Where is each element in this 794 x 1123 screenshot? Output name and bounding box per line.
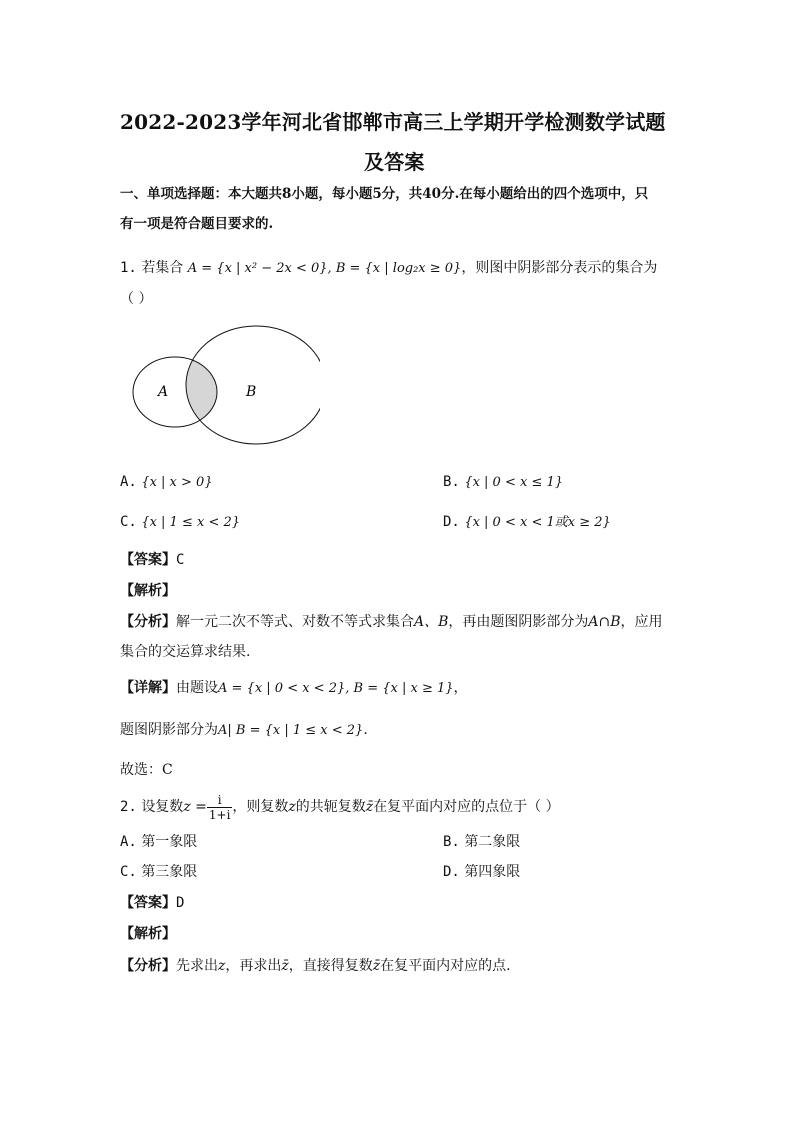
- z-conjugate-2: z̄: [372, 958, 381, 974]
- fenxi-text: 先求出: [176, 958, 218, 974]
- question-mid: ，则复数: [232, 799, 289, 815]
- option-text: 第二象限: [464, 834, 521, 850]
- option-text: {x | 1 ≤ x < 2}: [141, 515, 241, 530]
- q1-fenxi: [120, 612, 663, 632]
- q2-fenxi: [120, 956, 511, 976]
- option-key: A.: [120, 474, 137, 490]
- section-heading-line1: 一、单项选择题：本大题共8小题，每小题5分，共40分.在每小题给出的四个选项中，只: [120, 186, 649, 202]
- set-b-label: B: [246, 384, 257, 400]
- q1-option-b[interactable]: [443, 472, 563, 493]
- q2-option-c[interactable]: [120, 862, 197, 882]
- shadow-text: 题图阴影部分为: [120, 722, 218, 738]
- question-tail: ，则图中阴影部分表示的集合为: [461, 260, 658, 276]
- xiangjie-text-2: ，: [453, 680, 468, 696]
- option-text: {x | 0 < x ≤ 1}: [464, 475, 564, 490]
- fraction-denominator: 1+i: [208, 807, 231, 822]
- answer-label: 【答案】: [120, 552, 176, 568]
- fenxi-text-2: ，再求出: [225, 958, 282, 974]
- answer-value: C: [176, 552, 185, 568]
- question-number: 1.: [120, 260, 137, 276]
- answer-paren: （ ）: [120, 291, 153, 307]
- q1-option-c[interactable]: [120, 512, 240, 533]
- option-text: 第一象限: [141, 834, 198, 850]
- set-a-label: A: [158, 384, 169, 400]
- q2-answer: [120, 893, 184, 913]
- option-text: {x | 0 < x < 1或x ≥ 2}: [464, 515, 611, 530]
- option-key: B.: [443, 474, 460, 490]
- fraction: [207, 793, 233, 822]
- q1-analysis-label: 【解析】: [120, 583, 176, 599]
- z-equals: z =: [183, 799, 207, 815]
- fenxi-sets: A、B: [414, 614, 449, 630]
- xiangjie-expr: A = {x | 0 < x < 2}, B = {x | x ≥ 1}: [218, 681, 454, 696]
- fenxi-label: 【分析】: [120, 958, 176, 974]
- q2-option-d[interactable]: [443, 862, 520, 882]
- q1-fenxi-line2: 集合的交运算求结果.: [120, 644, 251, 660]
- fenxi-label: 【分析】: [120, 614, 176, 630]
- question-2-stem: [120, 790, 560, 824]
- q2-analysis-label: 【解析】: [120, 926, 176, 942]
- option-text: {x | x > 0}: [141, 475, 213, 490]
- fenxi-text-3: ，应用: [620, 614, 663, 630]
- venn-diagram: [130, 322, 320, 446]
- option-key: A.: [120, 834, 137, 850]
- option-key: B.: [443, 834, 460, 850]
- shadow-text-2: .: [363, 722, 368, 738]
- question-1-stem: [120, 258, 657, 279]
- z-symbol: z: [288, 799, 296, 815]
- fraction-numerator: i: [207, 793, 233, 808]
- fenxi-text: 解一元二次不等式、对数不等式求集合: [176, 614, 414, 630]
- option-text: 第四象限: [464, 864, 521, 880]
- z-symbol: z: [218, 958, 226, 974]
- question-mid-2: 的共轭复数: [295, 799, 366, 815]
- q1-answer: [120, 550, 184, 570]
- xiangjie-text: 由题设: [176, 680, 218, 696]
- answer-label: 【答案】: [120, 895, 176, 911]
- question-number: 2.: [120, 799, 137, 815]
- z-conjugate: z̄: [365, 799, 374, 815]
- shadow-expr: A| B = {x | 1 ≤ x < 2}: [218, 723, 364, 738]
- fenxi-text-4: 在复平面内对应的点.: [380, 958, 511, 974]
- q1-xiangjie: [120, 678, 468, 699]
- q2-option-b[interactable]: [443, 832, 520, 852]
- option-text: 第三象限: [141, 864, 198, 880]
- fenxi-text-3: ，直接得复数: [288, 958, 373, 974]
- document-title-line1: 2022-2023学年河北省邯郸市高三上学期开学检测数学试题: [120, 110, 666, 134]
- q1-choose: 故选：C: [120, 762, 173, 778]
- xiangjie-label: 【详解】: [120, 680, 176, 696]
- option-key: D.: [443, 514, 460, 530]
- q1-option-a[interactable]: [120, 472, 213, 493]
- question-tail: 在复平面内对应的点位于（ ）: [373, 799, 560, 815]
- question-lead: 若集合: [141, 260, 184, 276]
- option-key: C.: [120, 514, 137, 530]
- q1-shadow-result: [120, 720, 368, 741]
- section-heading-line2: 有一项是符合题目要求的.: [120, 216, 274, 232]
- math-set-definition: A = {x | x² − 2x < 0}, B = {x | log₂x ≥ 0}: [187, 261, 462, 276]
- q2-option-a[interactable]: [120, 832, 197, 852]
- answer-value: D: [176, 895, 185, 911]
- fenxi-text-2: ，再由题图阴影部分为: [448, 614, 589, 630]
- option-key: D.: [443, 864, 460, 880]
- q1-option-d[interactable]: [443, 512, 611, 533]
- question-lead: 设复数: [141, 799, 184, 815]
- option-key: C.: [120, 864, 137, 880]
- document-title-line2: 及答案: [364, 150, 425, 174]
- fenxi-expr: A∩B: [588, 614, 621, 630]
- z-conjugate: z̄: [281, 958, 289, 974]
